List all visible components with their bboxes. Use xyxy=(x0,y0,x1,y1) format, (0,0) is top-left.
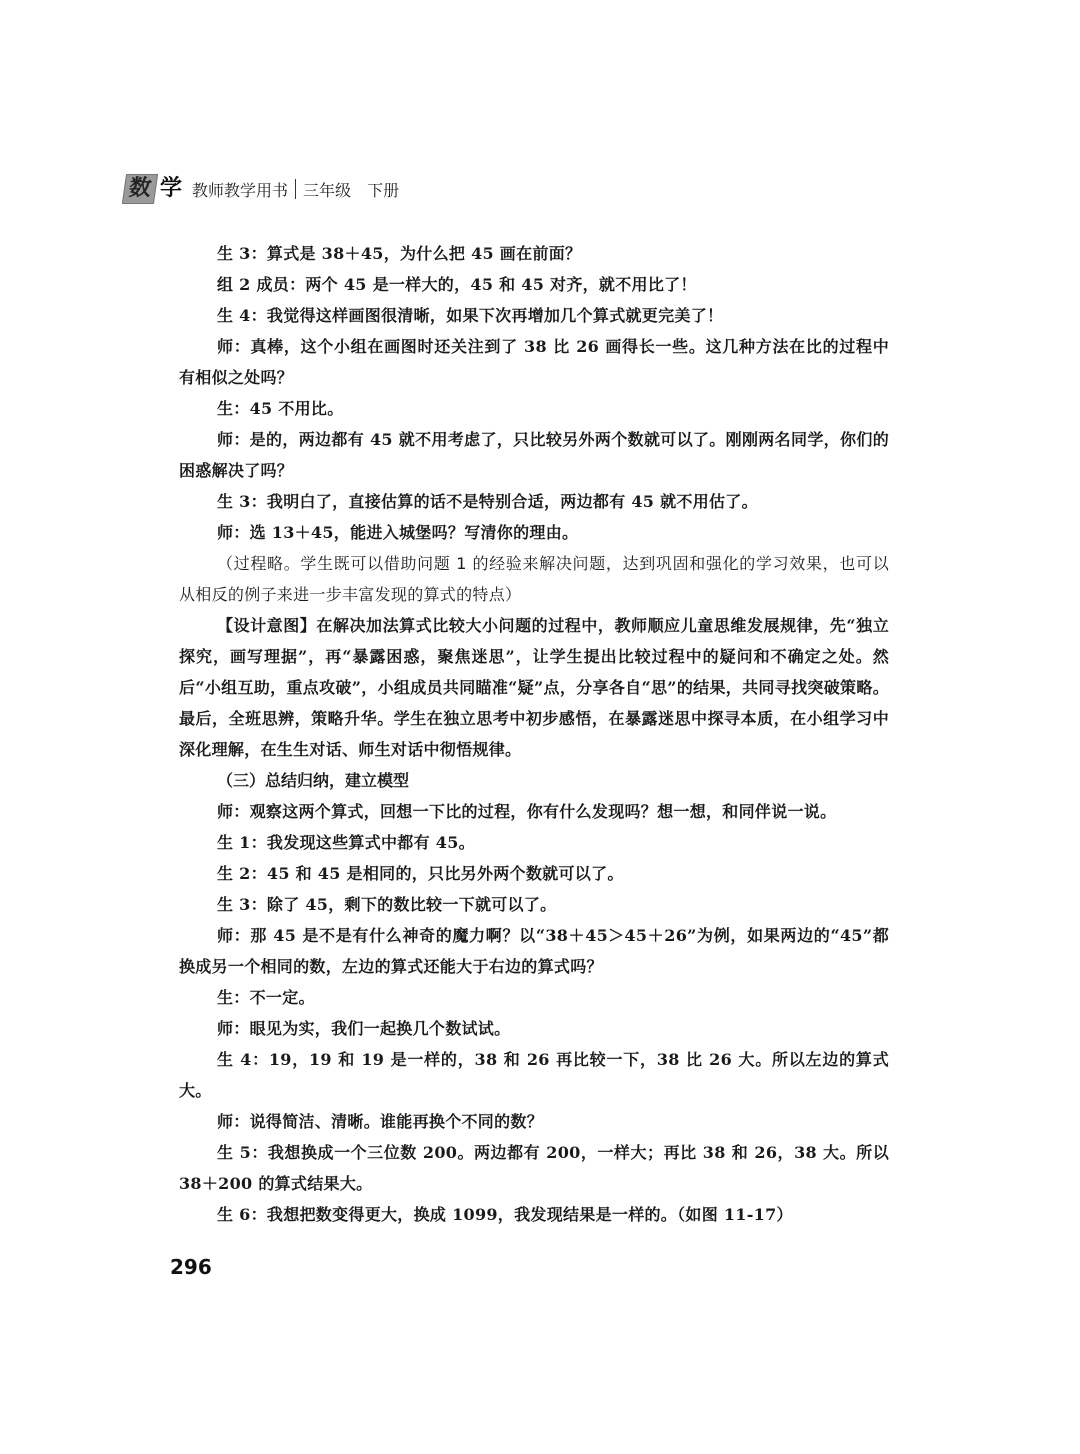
grade-label: 三年级 xyxy=(303,180,352,200)
paragraph: 生 4：我觉得这样画图很清晰，如果下次再增加几个算式就更完美了！ xyxy=(217,306,724,325)
paragraph: 生 5：我想换成一个三位数 200。两边都有 200，一样大；再比 38 和 26，38 大。所以 38＋200 的算式结果大。 xyxy=(179,1143,889,1193)
header-divider xyxy=(295,179,296,199)
paragraph: 生 1：我发现这些算式中都有 45。 xyxy=(217,833,475,852)
paragraph: 师：眼见为实，我们一起换几个数试试。 xyxy=(217,1019,511,1038)
paragraph: 师：那 45 是不是有什么神奇的魔力啊？以“38＋45＞45＋26”为例，如果两边的“45”都换成另一个相同的数，左边的算式还能大于右边的算式吗？ xyxy=(179,926,889,976)
paragraph: 师：观察这两个算式，回想一下比的过程，你有什么发现吗？想一想，和同伴说一说。 xyxy=(217,802,837,821)
paragraph: 师：选 13＋45，能进入城堡吗？写清你的理由。 xyxy=(217,523,579,542)
paragraph: 生 3：我明白了，直接估算的话不是特别合适，两边都有 45 就不用估了。 xyxy=(217,492,758,511)
paragraph: 生 2：45 和 45 是相同的，只比另外两个数就可以了。 xyxy=(217,864,624,883)
logo-char-shu: 数 xyxy=(122,174,158,204)
paragraph: 生 3：除了 45，剩下的数比较一下就可以了。 xyxy=(217,895,557,914)
design-intent-paragraph: 【设计意图】在解决加法算式比较大小问题的过程中，教师顺应儿童思维发展规律，先“独立探究，画写理据”，再“暴露困惑，聚焦迷思”，让学生提出比较过程中的疑问和不确定之处。然后“小组互助，重点攻破”，小组成员共同瞄准“疑”点，分享各自“思”的结果，共同寻找突破策略。最后，全班思辨，策略升华。学生在独立思考中初步感悟，在暴露迷思中探寻本质，在小组学习中深化理解，在生生对话、师生对话中彻悟规律。 xyxy=(179,616,889,759)
volume-label: 下册 xyxy=(367,180,400,200)
page-number: 296 xyxy=(170,1255,212,1279)
paragraph: 生：45 不用比。 xyxy=(217,399,344,418)
logo-char-xue: 学 xyxy=(160,176,183,201)
subject-logo xyxy=(124,174,186,204)
paragraph: 师：真棒，这个小组在画图时还关注到了 38 比 26 画得长一些。这几种方法在比的过程中有相似之处吗？ xyxy=(179,337,889,387)
section-heading: （三）总结归纳，建立模型 xyxy=(217,771,410,790)
page-header xyxy=(124,174,399,204)
book-title: 教师教学用书 xyxy=(192,180,289,200)
paragraph: 师：说得简洁、清晰。谁能再换个不同的数？ xyxy=(217,1112,544,1131)
process-note: （过程略。学生既可以借助问题 1 的经验来解决问题，达到巩固和强化的学习效果，也可以从相反的例子来进一步丰富发现的算式的特点） xyxy=(179,554,889,604)
paragraph: 生 4：19，19 和 19 是一样的，38 和 26 再比较一下，38 比 26 大。所以左边的算式大。 xyxy=(179,1050,889,1100)
page-body xyxy=(179,238,889,1230)
paragraph: 生：不一定。 xyxy=(217,988,315,1007)
paragraph: 师：是的，两边都有 45 就不用考虑了，只比较另外两个数就可以了。刚刚两名同学，你们的困惑解决了吗？ xyxy=(179,430,889,480)
paragraph: 生 6：我想把数变得更大，换成 1099，我发现结果是一样的。（如图 11-17） xyxy=(217,1205,793,1224)
paragraph: 组 2 成员：两个 45 是一样大的，45 和 45 对齐，就不用比了！ xyxy=(217,275,697,294)
paragraph: 生 3：算式是 38＋45，为什么把 45 画在前面？ xyxy=(217,244,582,263)
